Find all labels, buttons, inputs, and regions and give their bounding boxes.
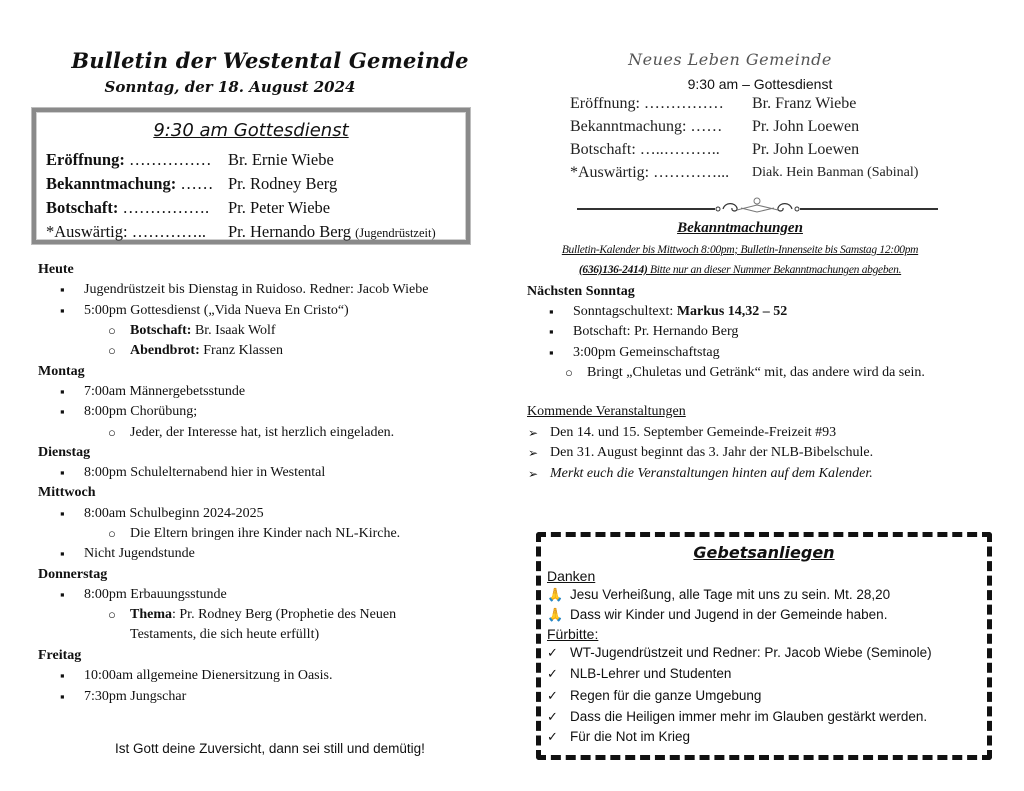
circle-bullet-icon: ○ — [108, 323, 116, 338]
bulletin-date: Sonntag, der 18. August 2024 — [104, 78, 356, 96]
service-role: Botschaft: …..……….. — [570, 141, 720, 158]
service-row — [46, 174, 338, 194]
intercession-text: Regen für die ganze Umgebung — [570, 688, 762, 703]
service-person: Pr. John Loewen — [752, 118, 860, 135]
event-text: Den 31. August beginnt das 3. Jahr der NLB-Bibelschule. — [550, 445, 874, 460]
prayer-title: Gebetsanliegen — [693, 543, 835, 562]
footer-quote: Ist Gott deine Zuversicht, dann sei still und demütig! — [115, 741, 425, 756]
service-person: Pr. Rodney Berg — [228, 174, 338, 193]
list-item-text: Jugendrüstzeit bis Dienstag in Ruidoso. Redner: Jacob Wiebe — [84, 282, 429, 297]
ornamental-divider — [575, 196, 940, 218]
thanks-text: Jesu Verheißung, alle Tage mit uns zu sein. Mt. 28,20 — [570, 587, 891, 602]
sub-item-text: Franz Klassen — [199, 343, 283, 358]
intercession-heading: Fürbitte: — [547, 626, 599, 642]
list-item-text: 10:00am allgemeine Dienersitzung in Oasis. — [84, 668, 333, 683]
checkmark-icon: ✓ — [547, 729, 558, 744]
service-role: Eröffnung: — [46, 150, 125, 169]
sub-item-text: Br. Isaak Wolf — [191, 323, 276, 338]
praying-hands-icon: 🙏 — [547, 607, 564, 622]
intercession-text: Dass die Heiligen immer mehr im Glauben gestärkt werden. — [570, 709, 928, 724]
day-heading: Donnerstag — [38, 567, 108, 582]
checkmark-icon: ✓ — [547, 688, 558, 703]
arrowhead-bullet-icon: ➢ — [528, 426, 539, 440]
list-item-text: 3:00pm Gemeinschaftstag — [573, 345, 720, 360]
leader-dots: ……………. — [118, 198, 210, 217]
arrowhead-bullet-icon: ➢ — [528, 467, 539, 481]
checkmark-icon: ✓ — [547, 709, 558, 724]
list-item-text: 8:00pm Schulelternabend hier in Westental — [84, 465, 326, 480]
service-row — [570, 141, 860, 159]
phone-number: (636)136-2414) — [578, 264, 648, 276]
intercession-text: NLB-Lehrer und Studenten — [570, 666, 732, 681]
thanks-text: Dass wir Kinder und Jugend in der Gemeinde haben. — [570, 607, 888, 622]
sub-item-text: : Pr. Rodney Berg (Prophetie des Neuen — [172, 607, 397, 622]
circle-bullet-icon: ○ — [108, 343, 116, 358]
sub-item-text: Die Eltern bringen ihre Kinder nach NL-Kirche. — [130, 526, 401, 541]
service-person: Diak. Hein Banman (Sabinal) — [752, 165, 919, 180]
service-box — [32, 108, 470, 244]
service-row — [46, 150, 334, 170]
service-person: Br. Franz Wiebe — [752, 95, 857, 112]
sub-item-text: Testaments, die sich heute erfüllt) — [130, 627, 320, 642]
service-person-note: (Jugendrüstzeit) — [355, 226, 436, 240]
service-role: *Auswärtig: — [46, 222, 128, 241]
list-item-text: 7:30pm Jungschar — [84, 689, 187, 704]
announcements-title: Bekanntmachungen — [677, 220, 803, 236]
checkmark-icon: ✓ — [547, 666, 558, 681]
checkmark-icon: ✓ — [547, 645, 558, 660]
service-person — [228, 222, 436, 242]
list-item-text: 7:00am Männergebetsstunde — [84, 384, 246, 399]
service-person: Pr. Peter Wiebe — [228, 198, 331, 217]
day-heading: Heute — [38, 262, 74, 277]
day-heading: Freitag — [38, 648, 82, 663]
day-heading: Montag — [38, 364, 85, 379]
list-item-text: 5:00pm Gottesdienst („Vida Nueva En Cristo“) — [84, 303, 349, 318]
sub-item-label: Botschaft: — [130, 323, 192, 338]
circle-bullet-icon: ○ — [108, 425, 116, 440]
service-row — [46, 222, 436, 242]
sub-item-text: Bringt „Chuletas und Getränk“ mit, das andere wird da sein. — [587, 365, 925, 380]
service-person: Pr. John Loewen — [752, 141, 860, 158]
leader-dots: …………… — [124, 150, 212, 169]
arrowhead-bullet-icon: ➢ — [528, 446, 539, 460]
sub-item-text: Jeder, der Interesse hat, ist herzlich eingeladen. — [130, 425, 395, 440]
service-role: Botschaft: — [46, 198, 119, 217]
bulletin-title: Bulletin der Westental Gemeinde — [71, 48, 469, 73]
list-item-text: 8:00pm Chorübung; — [84, 404, 198, 419]
leader-dots: …… — [176, 174, 214, 193]
list-item-text: Nicht Jugendstunde — [84, 546, 195, 561]
day-heading: Dienstag — [38, 445, 91, 460]
announcements-note: Bulletin-Kalender bis Mittwoch 8:00pm; Bulletin-Innenseite bis Samstag 12:00pm — [561, 244, 919, 256]
service-person-name: Pr. Hernando Berg — [228, 222, 351, 241]
thanks-heading: Danken — [547, 568, 596, 584]
service-role: Bekanntmachung: — [46, 174, 177, 193]
circle-bullet-icon: ○ — [565, 365, 573, 380]
service-row — [46, 198, 331, 218]
service-subtitle: 9:30 am – Gottesdienst — [687, 76, 833, 92]
event-text: Den 14. und 15. September Gemeinde-Freizeit #93 — [550, 425, 837, 440]
announcements-instruction: Bitte nur an dieser Nummer Bekanntmachungen abgeben. — [647, 264, 902, 276]
list-item-text: Sonntagschultext: — [573, 304, 677, 319]
day-heading: Nächsten Sonntag — [527, 284, 635, 299]
list-item-text: Botschaft: Pr. Hernando Berg — [573, 324, 739, 339]
circle-bullet-icon: ○ — [108, 526, 116, 541]
scripture-reference: Markus 14,32 – 52 — [676, 304, 788, 319]
service-box-title: 9:30 am Gottesdienst — [153, 120, 349, 141]
service-role: Eröffnung: …………… — [570, 95, 724, 112]
service-role: Bekanntmachung: …… — [570, 118, 723, 135]
church-title: Neues Leben Gemeinde — [628, 50, 832, 69]
leader-dots: ………….. — [127, 222, 206, 241]
intercession-text: Für die Not im Krieg — [570, 729, 691, 744]
service-row — [570, 164, 919, 182]
intercession-text: WT-Jugendrüstzeit und Redner: Pr. Jacob Wiebe (Seminole) — [570, 645, 932, 660]
service-row — [570, 118, 860, 136]
sub-item-label: Thema — [130, 607, 172, 622]
service-person: Br. Ernie Wiebe — [228, 150, 334, 169]
service-row — [570, 95, 857, 113]
day-heading: Mittwoch — [38, 485, 96, 500]
announcements-contact — [520, 264, 960, 276]
praying-hands-icon: 🙏 — [547, 587, 564, 602]
service-role: *Auswärtig: …………... — [570, 164, 730, 181]
event-text: Merkt euch die Veranstaltungen hinten auf dem Kalender. — [550, 466, 873, 481]
list-item-text: 8:00pm Erbauungsstunde — [84, 587, 227, 602]
circle-bullet-icon: ○ — [108, 607, 116, 622]
list-item-text: 8:00am Schulbeginn 2024-2025 — [84, 506, 264, 521]
events-title: Kommende Veranstaltungen — [527, 404, 686, 419]
sub-item-label: Abendbrot: — [130, 343, 200, 358]
